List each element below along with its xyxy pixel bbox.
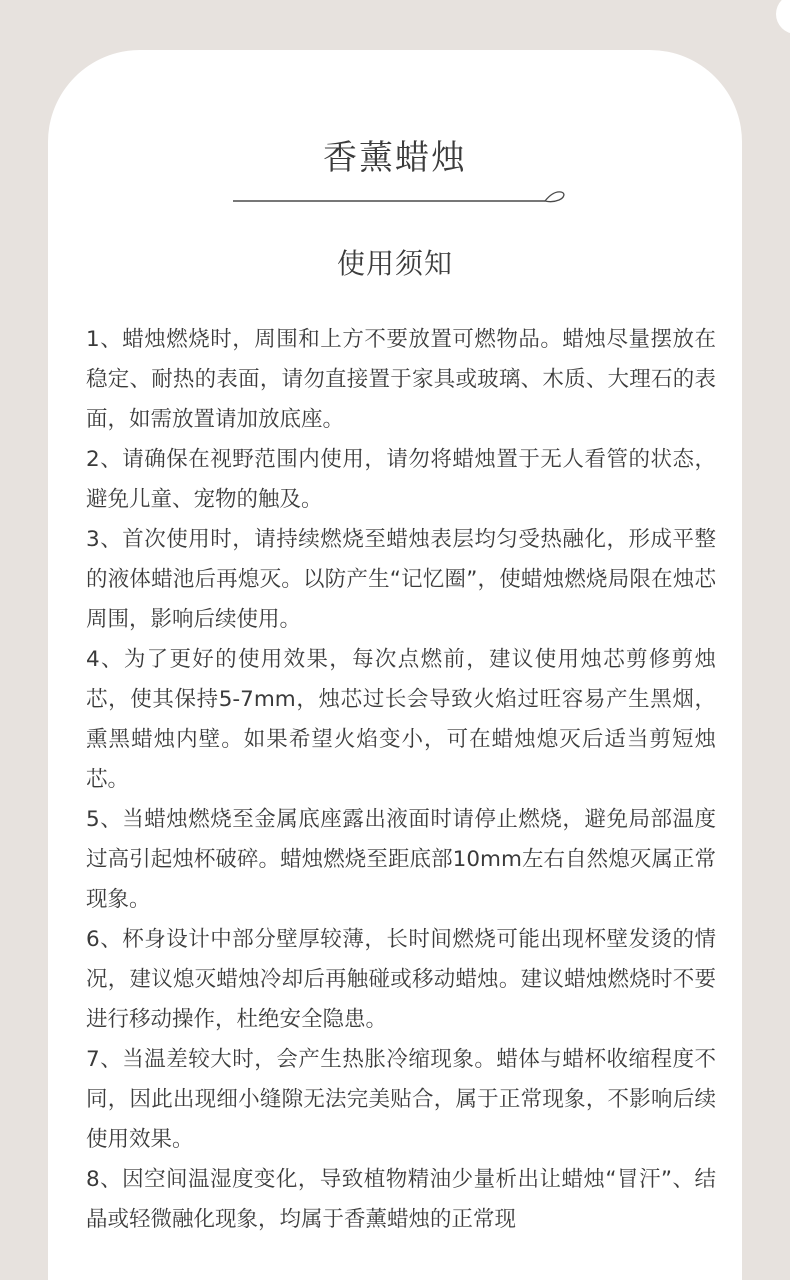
page-title: 香薰蜡烛 (323, 138, 467, 178)
usage-notes-list (86, 320, 716, 1240)
note-item-4: 4、为了更好的使用效果，每次点燃前，建议使用烛芯剪修剪烛芯，使其保持5-7mm，烛芯过长会导致火焰过旺容易产生黑烟，熏黑蜡烛内壁。如果希望火焰变小，可在蜡烛熄灭后适当剪短烛芯。 (86, 647, 716, 792)
note-item-7: 7、当温差较大时，会产生热胀冷缩现象。蜡体与蜡杯收缩程度不同，因此出现细小缝隙无法完美贴合，属于正常现象，不影响后续使用效果。 (86, 1047, 716, 1152)
note-item-8: 8、因空间温湿度变化，导致植物精油少量析出让蜡烛“冒汗”、结晶或轻微融化现象，均属于香薰蜡烛的正常现 (86, 1167, 716, 1232)
note-item-6: 6、杯身设计中部分壁厚较薄，长时间燃烧可能出现杯壁发烫的情况，建议熄灭蜡烛冷却后再触碰或移动蜡烛。建议蜡烛燃烧时不要进行移动操作，杜绝安全隐患。 (86, 927, 716, 1032)
note-item-3: 3、首次使用时，请持续燃烧至蜡烛表层均匀受热融化，形成平整的液体蜡池后再熄灭。以防产生“记忆圈”，使蜡烛燃烧局限在烛芯周围，影响后续使用。 (86, 527, 716, 632)
corner-decoration (776, 0, 790, 34)
ornamental-divider (233, 186, 565, 210)
instructions-card (48, 50, 742, 1280)
note-item-2: 2、请确保在视野范围内使用，请勿将蜡烛置于无人看管的状态，避免儿童、宠物的触及。 (86, 447, 716, 512)
section-title: 使用须知 (336, 247, 453, 280)
note-item-1: 1、蜡烛燃烧时，周围和上方不要放置可燃物品。蜡烛尽量摆放在稳定、耐热的表面，请勿直接置于家具或玻璃、木质、大理石的表面，如需放置请加放底座。 (86, 327, 716, 432)
note-item-5: 5、当蜡烛燃烧至金属底座露出液面时请停止燃烧，避免局部温度过高引起烛杯破碎。蜡烛燃烧至距底部10mm左右自然熄灭属正常现象。 (86, 807, 716, 912)
